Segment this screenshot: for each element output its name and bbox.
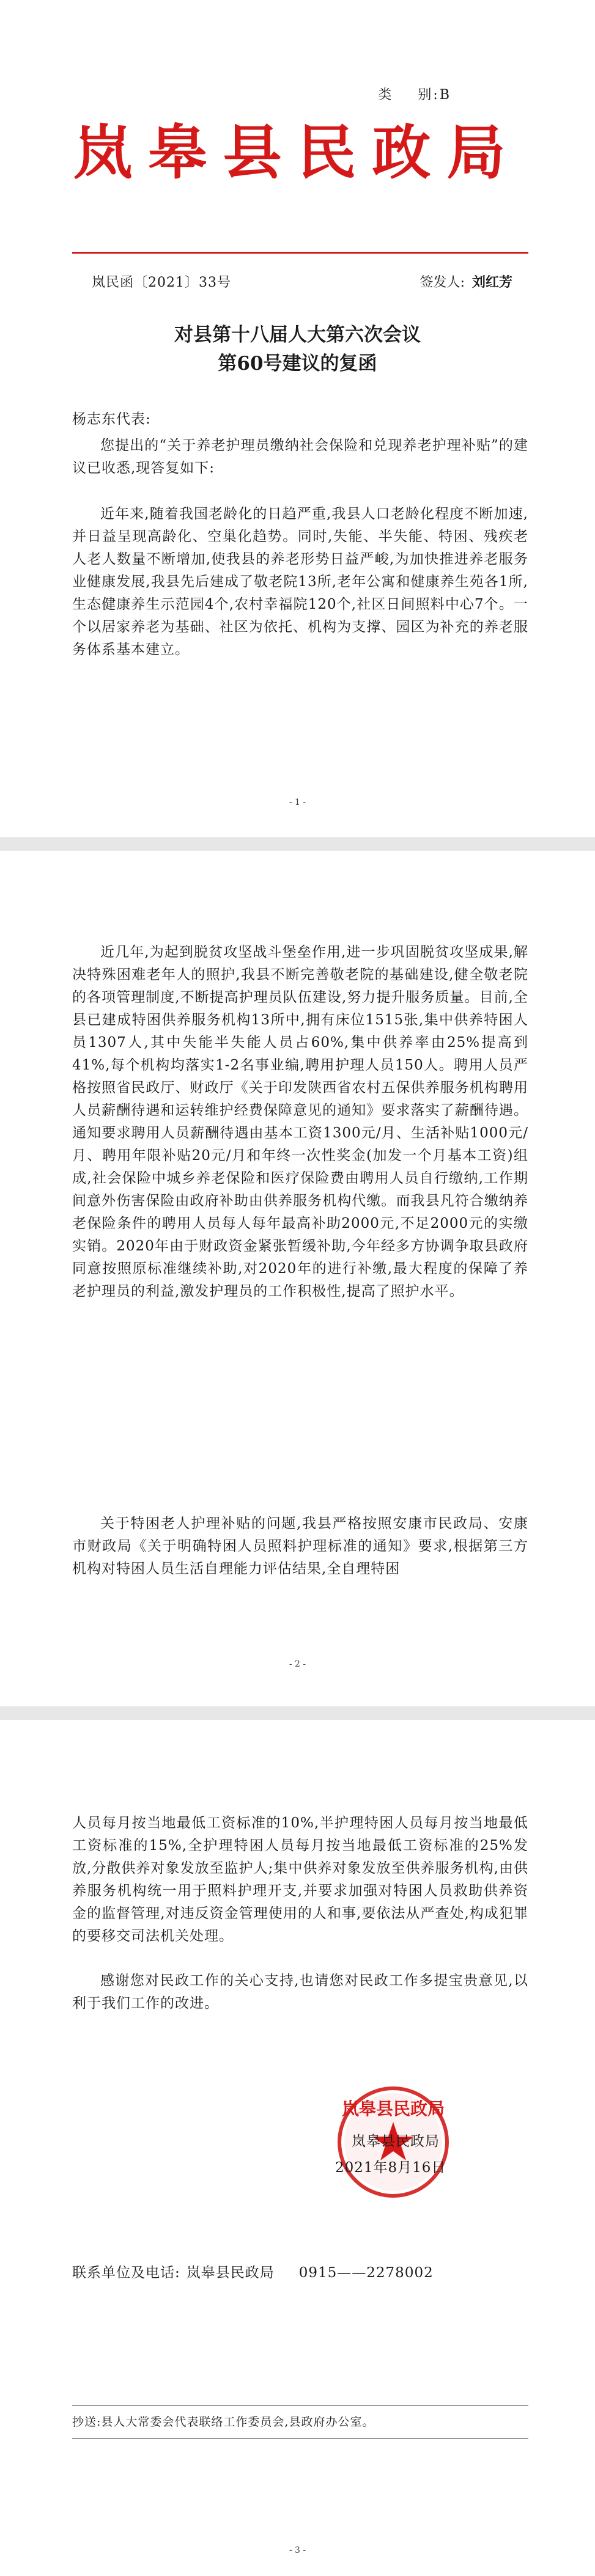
cc-line: 抄送:县人大常委会代表联络工作委员会,县政府办公室。 xyxy=(72,2415,375,2429)
org-letterhead: 岚皋县民政局 xyxy=(73,118,522,187)
salutation: 杨志东代表: xyxy=(72,411,151,427)
paragraph-4: 关于特困老人护理补贴的问题,我县严格按照安康市民政局、安康市财政局《关于明确特困人员照料护理标准的通知》要求,根据第三方机构对特困人员生活自理能力评估结果,全自理特困 xyxy=(72,1516,528,1577)
contact-info: 联系单位及电话: 岚皋县民政局 0915——2278002 xyxy=(72,2265,434,2281)
svg-text:岚皋县民政局: 岚皋县民政局 xyxy=(341,2099,445,2119)
paragraph-2: 近年来,随着我国老龄化的日趋严重,我县人口老龄化程度不断加速,并日益呈现高龄化、空巢化趋势。同时,失能、半失能、特困、残疾老人老人数量不断增加,使我县的养老形势日益严峻,为加快推进养老服务业健康发展,我县先后建成了敬老院13所,老年公寓和健康养生苑各1所,生态健康养生示范园4个,农村幸福院120个,社区日间照料中心7个。一个以居家养老为基础、社区为依托、机构为支撑、园区为补充的养老服务体系基本建立。 xyxy=(72,506,528,658)
category-label: 类 别:B xyxy=(378,87,451,103)
closing-date: 2021年8月16日 xyxy=(335,2160,446,2176)
paragraph-3: 近几年,为起到脱贫攻坚战斗堡垒作用,进一步巩固脱贫攻坚成果,解决特殊困难老年人的照护,我县不断完善敬老院的基础建设,健全敬老院的各项管理制度,不断提高护理员队伍建设,努力提升服务质量。目前,全县已建成特困供养服务机构13所中,拥有床位1515张,集中供养特困人员1307人,其中失能半失能人员占60%,集中供养率由25%提高到41%,每个机构均落实1-2名事业编,聘用护理人员150人。聘用人员严格按照省民政厅、财政厅《关于印发陕西省农村五保供养服务机构聘用人员薪酬待遇和运转维护经费保障意见的通知》要求落实了薪酬待遇。通知要求聘用人员薪酬待遇由基本工资1300元/月、生活补贴1000元/月、聘用年限补贴20元/月和年终一次性奖金(加发一个月基本工资)组成,社会保险中城乡养老保险和医疗保险费由聘用人员自行缴纳,工作期间意外伤害保险由政府补助由供养服务机构代缴。而我县凡符合缴纳养老保险条件的聘用人员每人每年最高补助2000元,不足2000元的实缴实销。2020年由于财政资金紧张暂缓补助,今年经多方协调争取县政府同意按照原标准继续补助,对2020年的进行补缴,最大程度的保障了养老护理员的利益,激发护理员的工作积极性,提高了照护水平。 xyxy=(72,944,528,1299)
page-number-2: - 2 - xyxy=(289,1659,306,1669)
cc-separator-bottom xyxy=(72,2438,528,2439)
paragraph-1: 您提出的“关于养老护理员缴纳社会保险和兑现养老护理补贴”的建议已收悉,现答复如下: xyxy=(72,438,528,476)
red-separator-line xyxy=(72,252,528,254)
paragraph-6: 感谢您对民政工作的关心支持,也请您对民政工作多提宝贵意见,以利于我们工作的改进。 xyxy=(72,1973,528,2011)
closing-org: 岚皋县民政局 xyxy=(352,2134,440,2149)
title-line-1: 对县第十八届人大第六次会议 xyxy=(174,324,421,346)
document-number: 岚民函〔2021〕33号 xyxy=(92,275,231,290)
paragraph-5: 人员每月按当地最低工资标准的10%,半护理特困人员每月按当地最低工资标准的15%,全护理特困人员每月按当地最低工资标准的25%发放,分散供养对象发放至监护人;集中供养对象发放至供养服务机构,由供养服务机构统一用于照料护理开支,并要求加强对特困人员救助供养资金的监督管理,对违反资金管理使用的人和事,要依法从严查处,构成犯罪的要移交司法机关处理。 xyxy=(72,1815,528,1944)
signer: 签发人: 刘红芳 xyxy=(419,274,512,290)
page-number-1: - 1 - xyxy=(289,798,306,807)
page-number-3: - 3 - xyxy=(289,2545,306,2555)
title-line-2: 第60号建议的复函 xyxy=(218,353,377,375)
